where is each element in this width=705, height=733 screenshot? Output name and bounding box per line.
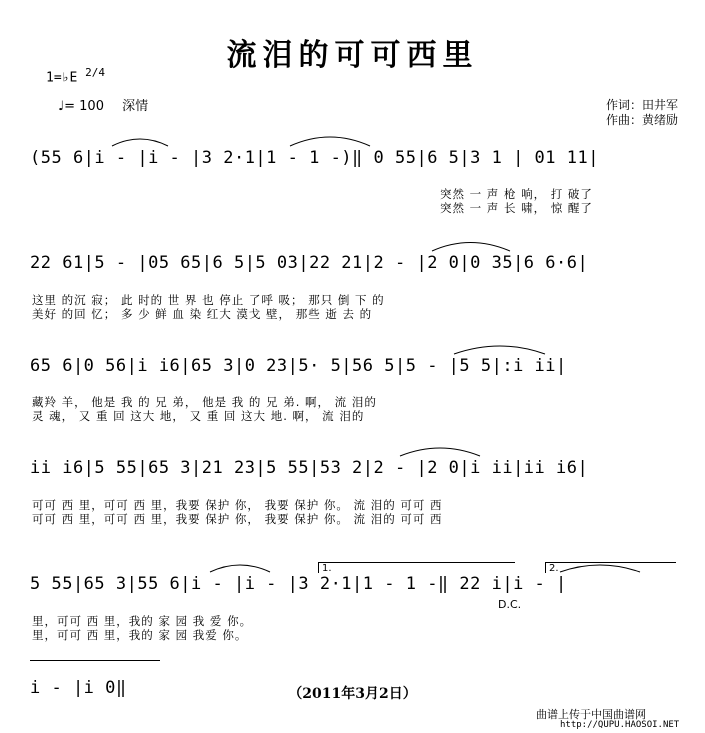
tempo-label: ♩= 100 — [58, 99, 104, 114]
lyric-line-4-verse-2: 可可 西 里，可可 西 里，我要 保护 你， 我要 保护 你。 流 泪的 可可 西 — [32, 512, 443, 526]
lyric-line-5-verse-1: 里，可可 西 里，我的 家 园 我 爱 你。 — [32, 614, 253, 628]
composer-credit: 作曲：黄绪励 — [606, 113, 679, 127]
da-capo-mark: D.C. — [498, 598, 522, 611]
lyric-line-4-verse-1: 可可 西 里，可可 西 里，我要 保护 你， 我要 保护 你。 流 泪的 可可 西 — [32, 498, 443, 512]
composition-date: （2011年3月2日） — [288, 686, 417, 702]
second-ending-label: 2. — [549, 563, 559, 574]
score-line-3: 65 6|0 56|i i6|65 3|0 23|5· 5|56 5|5 - |5 5|:i ii| — [30, 356, 567, 376]
footer-site-url: http://QUPU.HAOSOI.NET — [560, 720, 680, 730]
score-line-5: 5 55|65 3|55 6|i - |i - |3 2·1|1 - 1 -‖ 22 i|i - | — [30, 574, 567, 594]
score-line-1: (55 6|i - |i - |3 2·1|1 - 1 -)‖ 0 55|6 5|3 1 | 01 11| — [30, 148, 599, 168]
song-title: 流泪的可可西里 — [226, 38, 479, 73]
expression-label: 深情 — [122, 99, 149, 114]
lyric-line-5-verse-2: 里，可可 西 里，我的 家 园 我爱 你。 — [32, 628, 248, 642]
key-label: 1=♭E — [46, 70, 78, 86]
lyric-line-3-verse-2: 灵 魂， 又 重 回 这大 地， 又 重 回 这大 地. 啊， 流 泪的 — [32, 409, 365, 423]
score-line-4: ii i6|5 55|65 3|21 23|5 55|53 2|2 - |2 0|i ii|ii i6| — [30, 458, 589, 478]
lyric-line-1-verse-1: 突然 一 声 枪 响， 打 破了 — [440, 187, 593, 201]
time-signature: 2/4 — [85, 66, 106, 79]
score-line-2: 22 61|5 - |05 65|6 5|5 03|22 21|2 - |2 0|0 35|6 6·6| — [30, 253, 589, 273]
first-ending-label: 1. — [322, 563, 332, 574]
lyric-line-2-verse-1: 这里 的沉 寂； 此 时的 世 界 也 停止 了呼 吸； 那只 倒 下 的 — [32, 293, 385, 307]
footer-site-name: 曲谱上传于中国曲谱网 — [536, 708, 646, 721]
score-line-6: i - |i 0‖ — [30, 678, 127, 698]
lyric-line-3-verse-1: 藏羚 羊， 他是 我 的 兄 弟， 他是 我 的 兄 弟. 啊， 流 泪的 — [32, 395, 377, 409]
lyricist-credit: 作词：田井军 — [606, 98, 679, 112]
lyric-line-2-verse-2: 美好 的回 忆； 多 少 鲜 血 染 红大 漠戈 壁， 那些 逝 去 的 — [32, 307, 373, 321]
lyric-line-1-verse-2: 突然 一 声 长 啸， 惊 醒了 — [440, 201, 593, 215]
